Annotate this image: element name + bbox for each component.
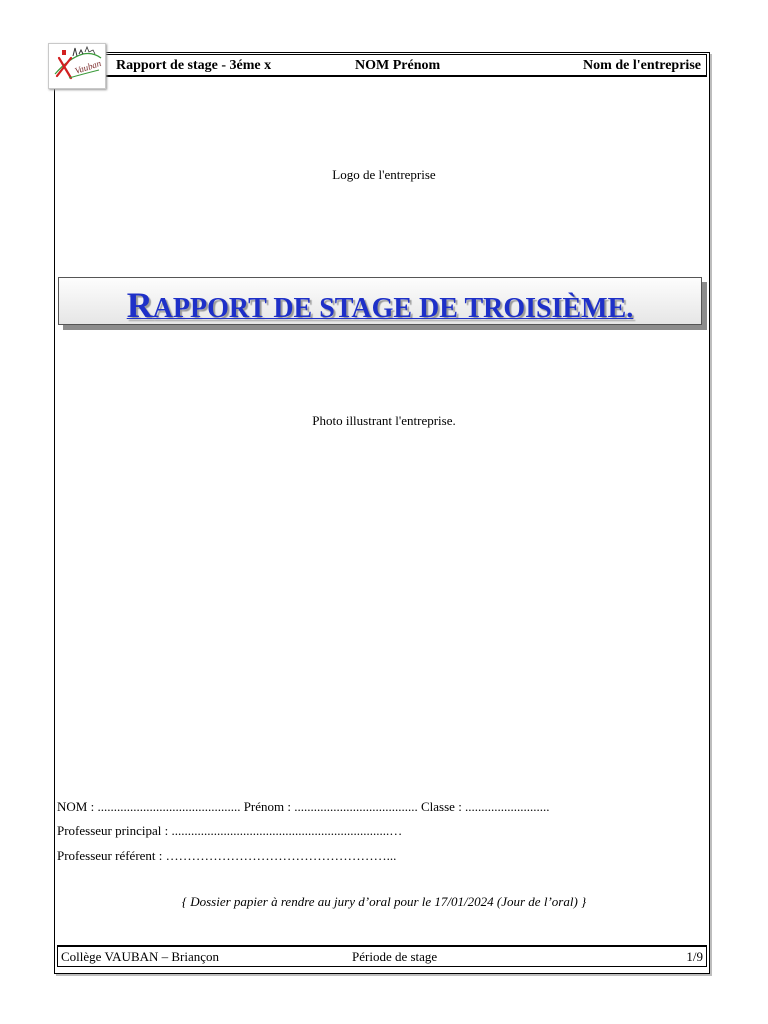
referent-teacher-line: Professeur référent : ……………………………………………... — [57, 848, 397, 863]
school-logo-text: Vauban — [73, 58, 103, 76]
school-logo — [48, 43, 106, 89]
submission-note: { Dossier papier à rendre au jury d’oral pour le 17/01/2024 (Jour de l’oral) } — [181, 894, 587, 909]
header-student-name: NOM Prénom — [355, 58, 441, 73]
student-info-line: NOM : ............................................ Prénom : ...................................... Classe : .......................... — [57, 799, 550, 814]
header-company-name: Nom de l'entreprise — [583, 58, 701, 73]
report-title — [127, 284, 634, 326]
report-title-rest: APPORT DE STAGE DE TROISIÈME. — [152, 293, 634, 324]
page-header — [103, 54, 707, 77]
footer-period: Période de stage — [352, 949, 438, 964]
school-logo-icon — [49, 44, 105, 88]
principal-teacher-line: Professeur principal : ...................................................................… — [57, 823, 403, 838]
page-footer — [57, 945, 707, 967]
title-box — [58, 277, 702, 325]
footer-page-number: 1/9 — [686, 949, 703, 964]
company-photo-placeholder: Photo illustrant l'entreprise. — [312, 413, 456, 428]
header-report-label: Rapport de stage - 3éme x — [116, 58, 272, 73]
company-logo-placeholder: Logo de l'entreprise — [332, 167, 436, 182]
footer-school: Collège VAUBAN – Briançon — [61, 949, 220, 964]
report-title-initial: R — [126, 285, 153, 325]
